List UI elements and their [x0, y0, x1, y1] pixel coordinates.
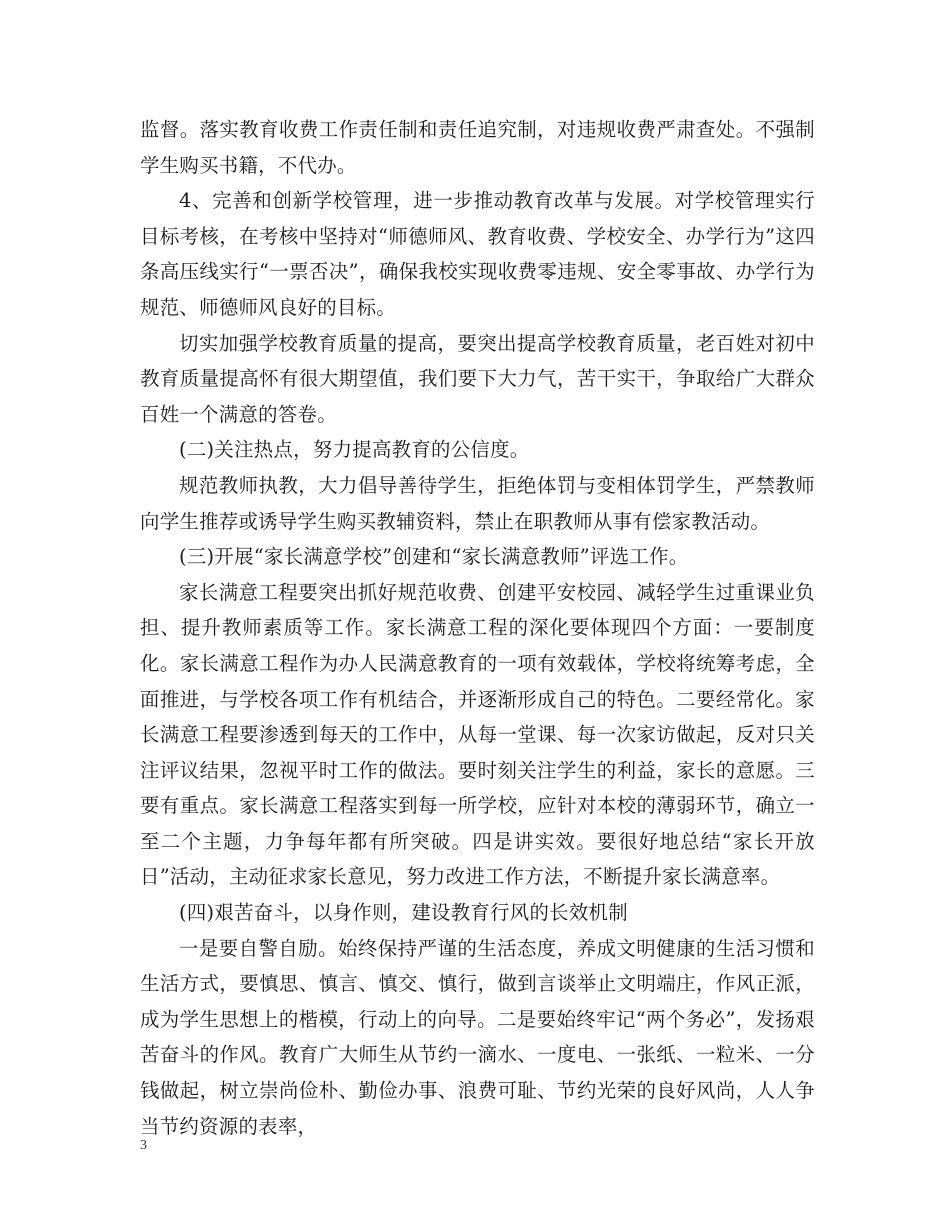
paragraph-1: 监督。落实教育收费工作责任制和责任追究制，对违规收费严肃查处。不强制学生购买书籍，不代办。 [140, 118, 815, 177]
document-body [140, 112, 815, 1144]
paragraph-2: 4、完善和创新学校管理，进一步推动教育改革与发展。对学校管理实行目标考核，在考核中坚持对“师德师风、教育收费、学校安全、办学行为”这四条高压线实行“一票否决”，确保我校实现收费零违规、安全零事故、办学行为规范、师德师风良好的目标。 [140, 189, 815, 319]
page-number: 3 [140, 1138, 147, 1153]
paragraph-3: 切实加强学校教育质量的提高，要突出提高学校教育质量，老百姓对初中教育质量提高怀有很大期望值，我们要下大力气，苦干实干，争取给广大群众百姓一个满意的答卷。 [140, 331, 815, 426]
paragraph-9: 一是要自警自励。始终保持严谨的生活态度，养成文明健康的生活习惯和生活方式，要慎思、慎言、慎交、慎行，做到言谈举止文明端庄，作风正派，成为学生思想上的楷模，行动上的向导。二是要始终牢记“两个务必”，发扬艰苦奋斗的作风。教育广大师生从节约一滴水、一度电、一张纸、一粒米、一分钱做起，树立崇尚俭朴、勤俭办事、浪费可耻、节约光荣的良好风尚，人人争当节约资源的表率， [140, 936, 815, 1138]
section-heading-3: (三)开展“家长满意学校”创建和“家长满意教师”评选工作。 [179, 545, 689, 569]
paragraph-7: 家长满意工程要突出抓好规范收费、创建平安校园、减轻学生过重课业负担、提升教师素质等工作。家长满意工程的深化要体现四个方面：一要制度化。家长满意工程作为办人民满意教育的一项有效载体，学校将统筹考虑，全面推进，与学校各项工作有机结合，并逐渐形成自己的特色。二要经常化。家长满意工程要渗透到每天的工作中，从每一堂课、每一次家访做起，反对只关注评议结果，忽视平时工作的做法。要时刻关注学生的利益，家长的意愿。三要有重点。家长满意工程落实到每一所学校，应针对本校的薄弱环节，确立一至二个主题，力争每年都有所突破。四是讲实效。要很好地总结“家长开放日”活动，主动征求家长意见，努力改进工作方法，不断提升家长满意率。 [140, 580, 815, 889]
section-heading-2: (二)关注热点，努力提高教育的公信度。 [179, 438, 530, 462]
paragraph-5: 规范教师执教，大力倡导善待学生，拒绝体罚与变相体罚学生，严禁教师向学生推荐或诱导学生购买教辅资料，禁止在职教师从事有偿家教活动。 [140, 473, 815, 533]
section-heading-4: (四)艰苦奋斗，以身作则，建设教育行风的长效机制 [179, 901, 628, 925]
